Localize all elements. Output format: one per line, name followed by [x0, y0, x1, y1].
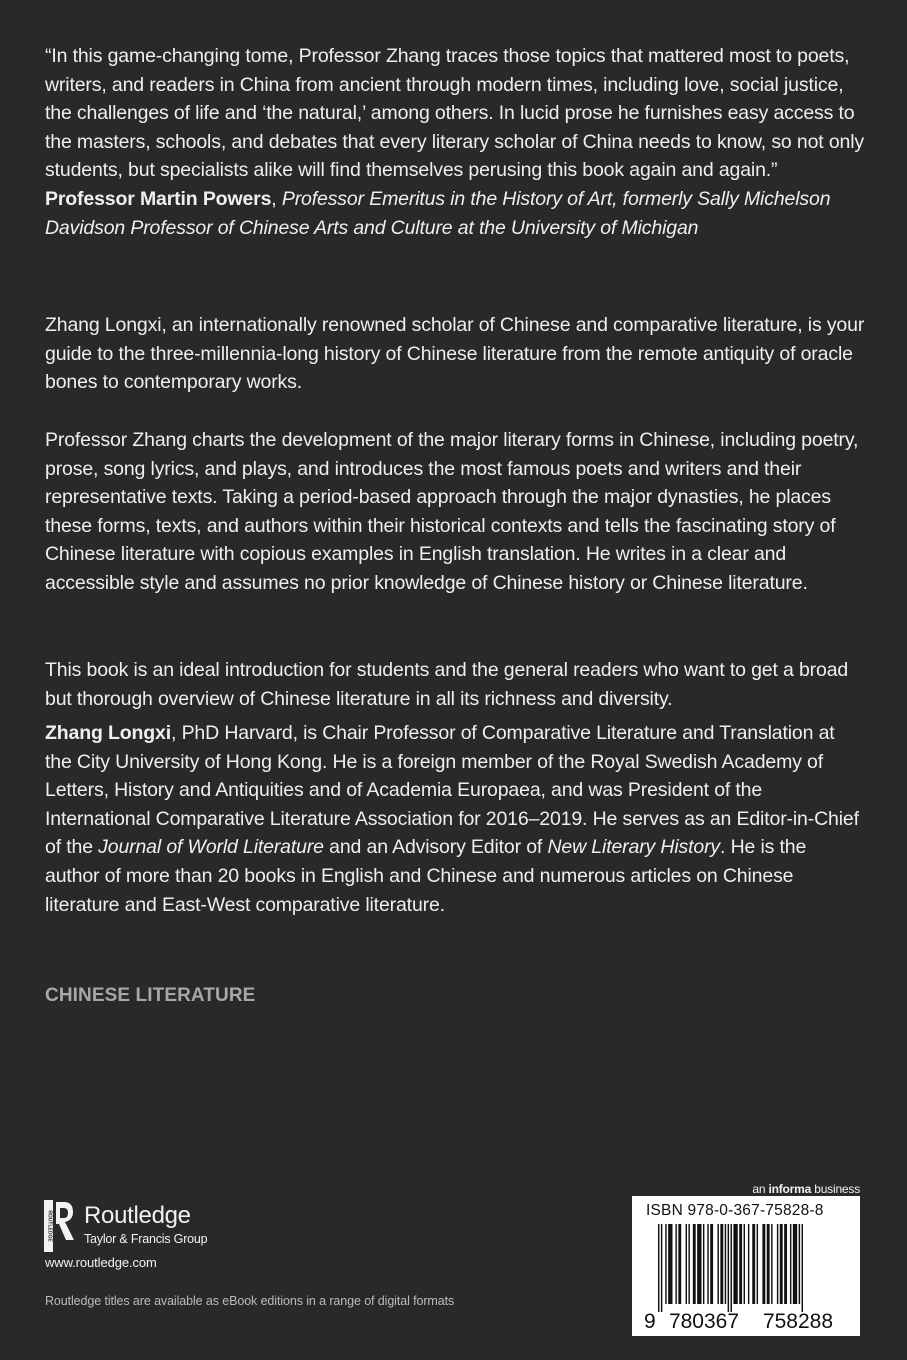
barcode-bar [790, 1224, 791, 1304]
barcode-bar [771, 1224, 772, 1304]
barcode-bar [793, 1224, 797, 1304]
description-p1-text: Zhang Longxi, an internationally renowned scholar of Chinese and comparative literature, is your guide to the three-millennia-long history of Chinese literature from the remote antiquity of oracle bones to contemporary works. [45, 314, 865, 394]
author-name: Zhang Longxi [45, 722, 172, 744]
description-p2-text: Professor Zhang charts the development of the major literary forms in Chinese, including poetry, prose, song lyrics, and plays, and introduces the most famous poets and writers and their representative texts. Taking a period-based approach through the major dynasties, he places these forms, texts, and authors within their historical contexts and tells the fascinating story of Chinese literature with copious examples in English translation. He writes in a clear and accessible style and assumes no prior knowledge of Chinese history or Chinese literature. [45, 429, 859, 594]
informa-tagline [752, 1182, 860, 1196]
attribution-separator: , [271, 187, 282, 210]
subject-category: CHINESE LITERATURE [45, 985, 256, 1006]
barcode-bar [777, 1224, 778, 1304]
barcode-digit-lead: 9 [644, 1310, 656, 1332]
author-bio-part3: . He is the author of more than 20 books in English and Chinese and numerous articles on Chinese literature and East-West comparative literature. [45, 836, 807, 916]
description-p3-text: This book is an ideal introduction for students and the general readers who want to get a broad but thorough overview of Chinese literature in all its richness and diversity. [45, 659, 849, 710]
quote-text: “In this game-changing tome, Professor Zhang traces those topics that mattered most to poets, writers, and readers in China from ancient through modern times, including love, social justice, the challenges of life and ‘the natural,’ among others. In lucid prose he furnishes easy access to the masters, schools, and debates that every literary scholar of China needs to know, so not only students, but specialists alike will find themselves perusing this book again and again.” [45, 45, 864, 182]
barcode-bar [693, 1224, 696, 1304]
ebook-note: Routledge titles are available as eBook editions in a range of digital formats [45, 1294, 455, 1308]
informa-brand: informa [768, 1182, 812, 1196]
barcode-bar [707, 1224, 708, 1304]
barcode-bar [767, 1224, 770, 1304]
barcode-bar [697, 1224, 701, 1304]
barcode-digits-left: 780367 [668, 1310, 740, 1332]
barcode-bar [780, 1224, 783, 1304]
journal2-title: New Literary History [547, 836, 721, 859]
description-paragraph-3 [45, 656, 865, 713]
barcode-bar [739, 1224, 742, 1304]
barcode-bar [658, 1224, 659, 1312]
barcode-bar [678, 1224, 681, 1304]
barcode-bar [744, 1224, 745, 1304]
barcode-bar [752, 1224, 755, 1304]
informa-prefix: an [752, 1182, 769, 1196]
barcode-bar [748, 1224, 749, 1304]
attribution-title: Professor Emeritus in the History of Art, formerly Sally Michelson Davidson Professor of Chinese Arts and Culture at the University of Michigan [45, 187, 831, 239]
barcode-icon [642, 1224, 852, 1332]
barcode-bar [710, 1224, 713, 1304]
barcode-bar [717, 1224, 718, 1304]
review-quote [45, 42, 865, 242]
isbn-text: ISBN 978-0-367-75828-8 [646, 1202, 824, 1219]
barcode-bar [703, 1224, 704, 1304]
barcode-bar [665, 1224, 666, 1304]
author-bio-part1: , PhD Harvard, is Chair Professor of Comparative Literature and Translation at the City University of Hong Kong. He is a foreign member of the Royal Swedish Academy of Letters, History and Antiquities and of Academia Europaea, and was President of the International Comparative Literature Association for 2016–2019. He serves as an Editor-in-Chief of the [45, 722, 859, 859]
description-paragraph-2 [45, 426, 865, 598]
barcode-bar [675, 1224, 676, 1304]
barcode-bar [725, 1224, 726, 1304]
attribution-name: Professor Martin Powers [45, 187, 272, 210]
publisher-website: www.routledge.com [45, 1255, 157, 1270]
logo-vertical-text: ROUTLEDGE [46, 1210, 53, 1242]
publisher-name: Routledge [84, 1202, 191, 1229]
barcode-bar [802, 1224, 803, 1312]
barcode-bar [661, 1224, 662, 1312]
informa-suffix: business [811, 1182, 860, 1196]
barcode-bar [668, 1224, 672, 1304]
barcode-bar [720, 1224, 723, 1304]
routledge-r-icon [44, 1200, 74, 1252]
barcode-bar [686, 1224, 687, 1304]
barcode-bar [784, 1224, 787, 1304]
barcode-panel [632, 1196, 860, 1336]
author-bio-part2: and an Advisory Editor of [323, 836, 548, 859]
author-bio [45, 719, 865, 919]
barcode-bar [757, 1224, 758, 1304]
barcode-bar [731, 1224, 732, 1312]
publisher-group: Taylor & Francis Group [84, 1232, 208, 1246]
barcode-bar [688, 1224, 689, 1304]
barcode-bar [733, 1224, 737, 1304]
barcode-bar [728, 1224, 729, 1312]
journal-title: Journal of World Literature [98, 836, 324, 859]
description-paragraph-1 [45, 311, 865, 397]
quote-attribution [45, 185, 865, 242]
barcode-digits-right: 758288 [762, 1310, 834, 1332]
barcode-bar [762, 1224, 765, 1304]
author-bio-text [45, 719, 865, 919]
barcode-bar [799, 1224, 800, 1304]
